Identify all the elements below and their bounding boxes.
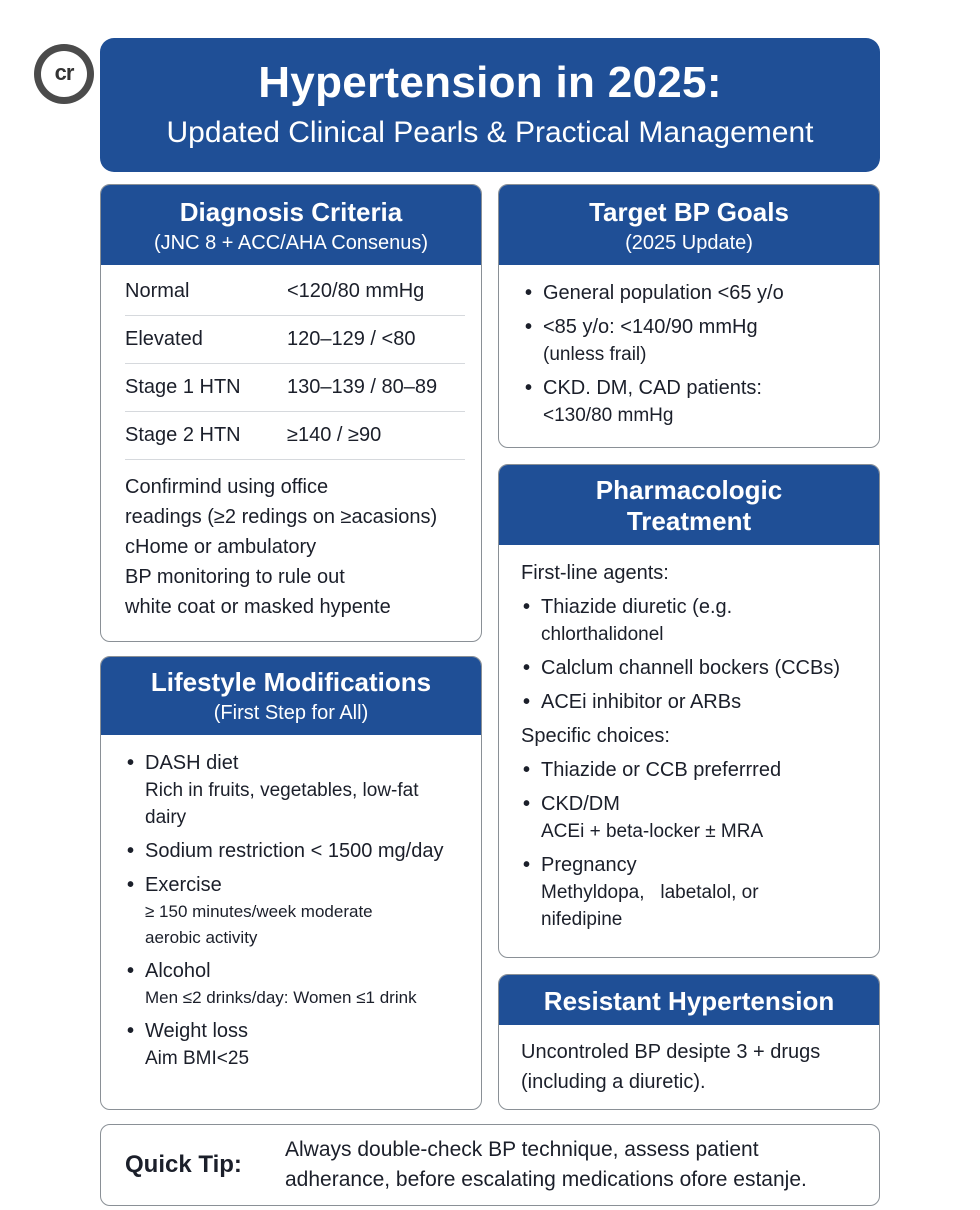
resistant-line: Uncontroled BP desipte 3 + drugs [521,1041,821,1063]
item-text: • Weight loss [145,1020,249,1042]
target-subtitle: (2025 Update) [625,232,753,254]
list-item [521,790,871,845]
item-text: • DASH diet [145,752,239,774]
diagnosis-subtitle: (JNC 8 + ACC/AHA Consenus) [154,232,428,254]
resistant-card [498,974,880,1110]
specific-list [521,756,871,933]
lifestyle-subtitle: (First Step for All) [213,702,369,724]
item-sub: Aim BMI<25 [145,1048,250,1069]
item-sub: Rich in fruits, vegetables, low-fat [145,780,419,801]
criteria-stage: Elevated [125,328,203,350]
item-sub: ACEi + beta-locker ± MRA [541,821,764,842]
list-item [125,749,473,831]
list-item [521,851,871,933]
list-item [523,313,867,368]
criteria-value: ≥140 / ≥90 [287,424,382,446]
item-sub: Methyldopa, labetalol, or [541,882,759,903]
item-text: • Exercise [145,874,222,896]
target-list [499,265,879,429]
quick-tip-box [100,1124,880,1206]
note-line: white coat or masked hypente [125,596,391,618]
criteria-value: <120/80 mmHg [287,280,425,302]
cr-logo [34,44,94,104]
item-text: • CKD/DM [541,793,620,815]
item-text: • Calclum channell bockers (CCBs) [541,657,840,679]
logo-text: cr [54,60,74,85]
criteria-stage: Stage 2 HTN [125,424,241,446]
quick-tip-text [285,1135,807,1195]
resistant-line: (including a diuretic). [521,1071,706,1093]
first-line-list [521,593,871,716]
list-item [125,957,473,1011]
target-header [499,185,879,265]
list-item [125,871,473,951]
criteria-row [125,412,465,460]
item-text: • Thiazide or CCB preferrred [541,759,782,781]
item-text: • Pregnancy [541,854,637,876]
first-line-label: First-line agents: [521,562,669,584]
diagnosis-header [101,185,481,265]
list-item [125,837,473,865]
diagnosis-note [101,460,481,622]
item-sub: <130/80 mmHg [543,405,674,426]
criteria-value: 120–129 / <80 [287,328,416,350]
criteria-stage: Stage 1 HTN [125,376,241,398]
lifestyle-card [100,656,482,1110]
list-item [521,756,871,784]
criteria-stage: Normal [125,280,190,302]
criteria-value: 130–139 / 80–89 [287,376,438,398]
page-subtitle: Updated Clinical Pearls & Practical Management [166,116,814,149]
item-text: • ACEi inhibitor or ARBs [541,691,742,713]
item-sub: aerobic activity [145,928,258,947]
target-card [498,184,880,448]
item-text: • CKD. DM, CAD patients: [543,377,762,399]
note-line: Confirmind using office [125,476,329,498]
list-item [521,593,871,648]
item-text: • Thiazide diuretic (e.g. [541,596,733,618]
pharma-title-2: Treatment [626,506,752,536]
note-line: BP monitoring to rule out [125,566,345,588]
tip-line: Always double-check BP technique, assess patient [285,1138,759,1161]
pharma-title: Pharmacologic [595,475,783,505]
resistant-title: Resistant Hypertension [543,986,835,1016]
diagnosis-title: Diagnosis Criteria [179,197,403,227]
pharma-header [499,465,879,545]
lifestyle-list [101,735,481,1072]
resistant-header [499,975,879,1025]
item-text: • Alcohol [145,960,211,982]
item-text: • Sodium restriction < 1500 mg/day [145,840,444,862]
item-text: General population <65 y/o [543,282,784,304]
list-item [523,279,867,307]
specific-label: Specific choices: [521,725,670,747]
criteria-row [125,316,465,364]
item-text: • <85 y/o: <140/90 mmHg [543,316,758,338]
item-sub: nifedipine [541,909,623,930]
item-sub: ≥ 150 minutes/week moderate [145,902,373,921]
list-item [521,688,871,716]
item-sub: Men ≤2 drinks/day: Women ≤1 drink [145,988,417,1007]
criteria-row [125,268,465,316]
diagnosis-card [100,184,482,642]
pharma-card [498,464,880,958]
lifestyle-title: Lifestyle Modifications [150,667,432,697]
note-line: readings (≥2 redings on ≥acasions) [125,506,438,528]
page-title: Hypertension in 2025: [258,58,722,107]
list-item [125,1017,473,1072]
note-line: cHome or ambulatory [125,536,317,558]
lifestyle-header [101,657,481,735]
item-sub: dairy [145,807,187,828]
quick-tip-label: Quick Tip: [125,1151,242,1178]
list-item [523,374,867,429]
criteria-row [125,364,465,412]
tip-line: adherance, before escalating medications ofore estanje. [285,1168,807,1191]
resistant-text [499,1025,879,1097]
list-item [521,654,871,682]
title-banner [100,38,880,172]
item-sub: (unless frail) [543,344,647,365]
target-title: Target BP Goals [589,197,789,227]
item-sub: chlorthalidonel [541,624,664,645]
